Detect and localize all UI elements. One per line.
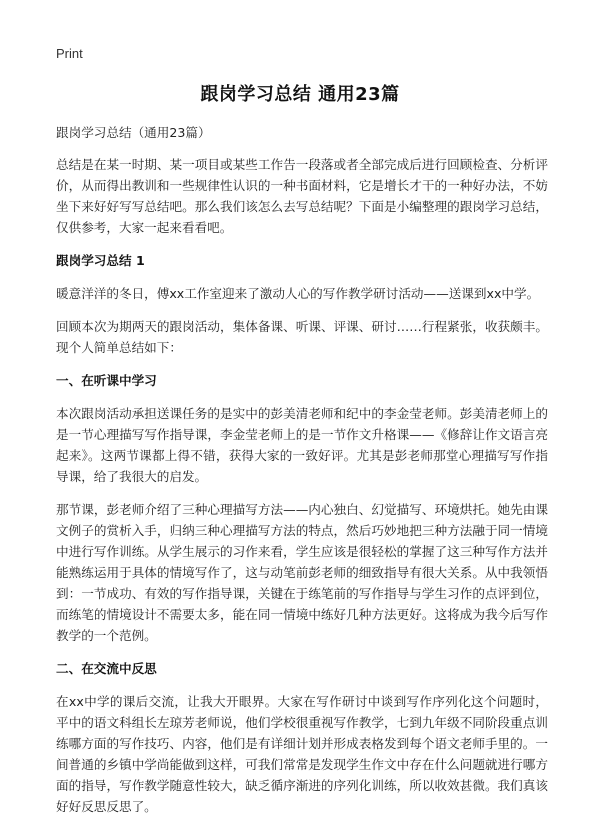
section-1-heading: 跟岗学习总结 1 — [56, 253, 145, 268]
document-title: 跟岗学习总结 通用23篇 — [200, 84, 400, 105]
part-1-paragraph-1: 本次跟岗活动承担送课任务的是实中的彭美清老师和纪中的李金莹老师。彭美清老师上的是一节心理描写写作指导课，李金莹老师上的是一节作文升格课——《修辞让作文语言亮起来》。这两节课都上得不错，获得大家的一致好评。尤其是彭老师那堂心理描写写作指导课，给了我很大的启发。 — [56, 406, 548, 484]
section-1-paragraph-2: 回顾本次为期两天的跟岗活动，集体备课、听课、评课、研讨……行程紧张，收获颇丰。现个人简单总结如下： — [56, 319, 548, 355]
part-1-heading: 一、在听课中学习 — [56, 373, 157, 388]
part-1-paragraph-2: 那节课，彭老师介绍了三种心理描写方法——内心独白、幻觉描写、环境烘托。她先由课文例子的赏析入手，归纳三种心理描写方法的特点，然后巧妙地把三种方法融于同一情境中进行写作训练。从学生展示的习作来看，学生应该是很轻松的掌握了这三种写作方法并能熟练运用于具体的情境写作了，这与动笔前彭老师的细致指导有很大关系。从中我领悟到：一节成功、有效的写作指导课，关键在于练笔前的写作指导与学生习作的点评到位，而练笔的情境设计不需要太多，能在同一情境中练好几种方法更好。这将成为我今后写作教学的一个范例。 — [56, 502, 548, 643]
part-2-paragraph-1: 在xx中学的课后交流，让我大开眼界。大家在写作研讨中谈到写作序列化这个问题时，平中的语文科组长左琼芳老师说，他们学校很重视写作教学，七到九年级不同阶段重点训练哪方面的写作技巧、内容，他们是有详细计划并形成表格发到每个语文老师手里的。一间普通的乡镇中学尚能做到这样，可我们常常是发现学生作文中存在什么问题就进行哪方面的指导，写作教学随意性较大，缺乏循序渐进的序列化训练，所以收效甚微。我们真该好好反思反思了。 — [56, 694, 548, 814]
part-2-heading: 二、在交流中反思 — [56, 661, 157, 676]
print-link[interactable]: Print — [56, 46, 83, 61]
intro-paragraph: 总结是在某一时期、某一项目或某些工作告一段落或者全部完成后进行回顾检查、分析评价，从而得出教训和一些规律性认识的一种书面材料，它是增长才干的一种好办法，不妨坐下来好好写写总结吧。那么我们该怎么去写总结呢？下面是小编整理的跟岗学习总结，仅供参考，大家一起来看看吧。 — [56, 157, 548, 235]
section-1-paragraph-1: 暖意洋洋的冬日，傅xx工作室迎来了激动人心的写作教学研讨活动——送课到xx中学。 — [56, 286, 540, 301]
document-body — [56, 122, 548, 829]
document-subtitle: 跟岗学习总结（通用23篇） — [56, 125, 211, 140]
